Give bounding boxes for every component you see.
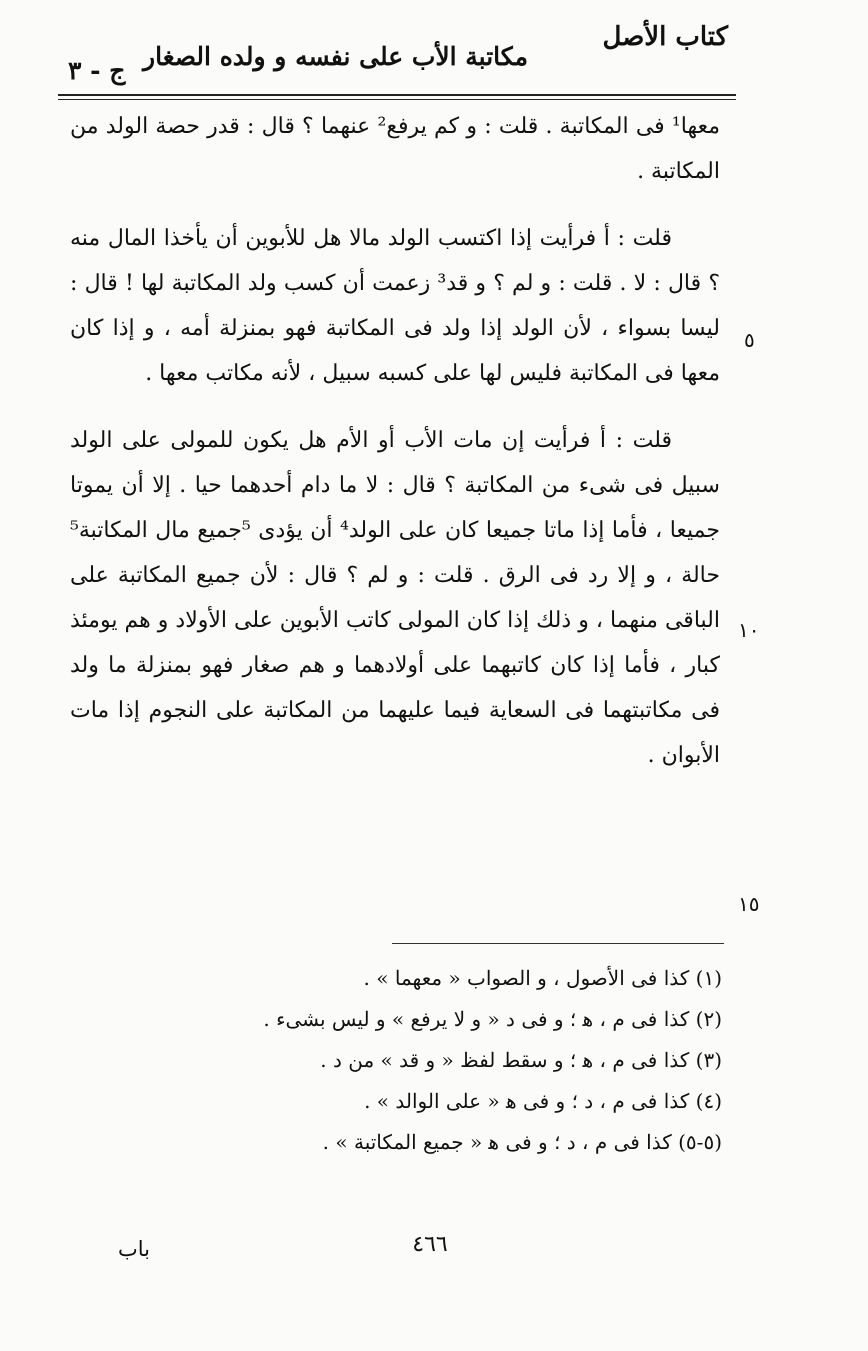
footnote-3: (٣) كذا فى م ، ﻫ ؛ و سقط لفظ « و قد » من د . [320,1048,722,1072]
catchword: باب [118,1237,151,1261]
volume-label: ج - ٣ [68,56,126,85]
footnotes [263,958,722,1163]
footnote-rule [392,943,724,944]
paragraph-1: معها¹ فى المكاتبة . قلت : و كم يرفع² عنهما ؟ قال : قدر حصة الولد من المكاتبة . [70,114,720,184]
footnote-1: (١) كذا فى الأصول ، و الصواب « معهما » . [363,966,722,990]
main-text [70,104,720,778]
footnote-4: (٤) كذا فى م ، د ؛ و فى ﻫ « على الوالد » . [364,1089,722,1113]
chapter-title: مكاتبة الأب على نفسه و ولده الصغار [143,42,528,71]
footnote-2: (٢) كذا فى م ، ﻫ ؛ و فى د « و لا يرفع » و ليس بشىء . [263,1007,722,1031]
running-header [60,18,728,85]
paragraph-3: قلت : أ فرأيت إن مات الأب أو الأم هل يكون للمولى على الولد سبيل فى شىء من المكاتبة ؟ قال : لا ما دام أحدهما حيا . إلا أن يموتا جميعا ، فأما إذا ماتا جميعا كان على الولد⁴ أن يؤدى ⁵جميع مال المكاتبة⁵ حالة ، و إلا رد فى الرق . قلت : و لم ؟ قال : لأن جميع المكاتبة على الباقى منهما ، و ذلك إذا كان المولى كاتب الأبوين على الأولاد و هم يومئذ كبار ، فأما إذا كان كاتبهما على أولادهما و هم صغار فهو بمنزلة ما ولد فى مكاتبتهما فى السعاية فيما عليهما من المكاتبة على النجوم إذا مات الأبوان . [70,428,720,768]
page-number: ٤٦٦ [412,1232,448,1257]
line-number-10: ١٠ [738,618,760,642]
line-number-5: ٥ [744,328,755,352]
header-rule-thick [58,94,736,96]
book-title: كتاب الأصل [602,22,728,52]
footnote-5: (٥-٥) كذا فى م ، د ؛ و فى ﻫ « جميع المكاتبة » . [322,1130,722,1154]
paragraph-2: قلت : أ فرأيت إذا اكتسب الولد مالا هل للأبوين أن يأخذا المال منه ؟ قال : لا . قلت : و لم ؟ و قد³ زعمت أن كسب ولد المكاتبة لها ! قال : ليسا بسواء ، لأن الولد إذا ولد فى المكاتبة فهو بمنزلة أمه ، و إذا كان معها فى المكاتبة فليس لها على كسبه سبيل ، لأنه مكاتب معها . [70,226,720,386]
line-number-15: ١٥ [738,892,760,916]
header-rule-thin [58,99,736,100]
